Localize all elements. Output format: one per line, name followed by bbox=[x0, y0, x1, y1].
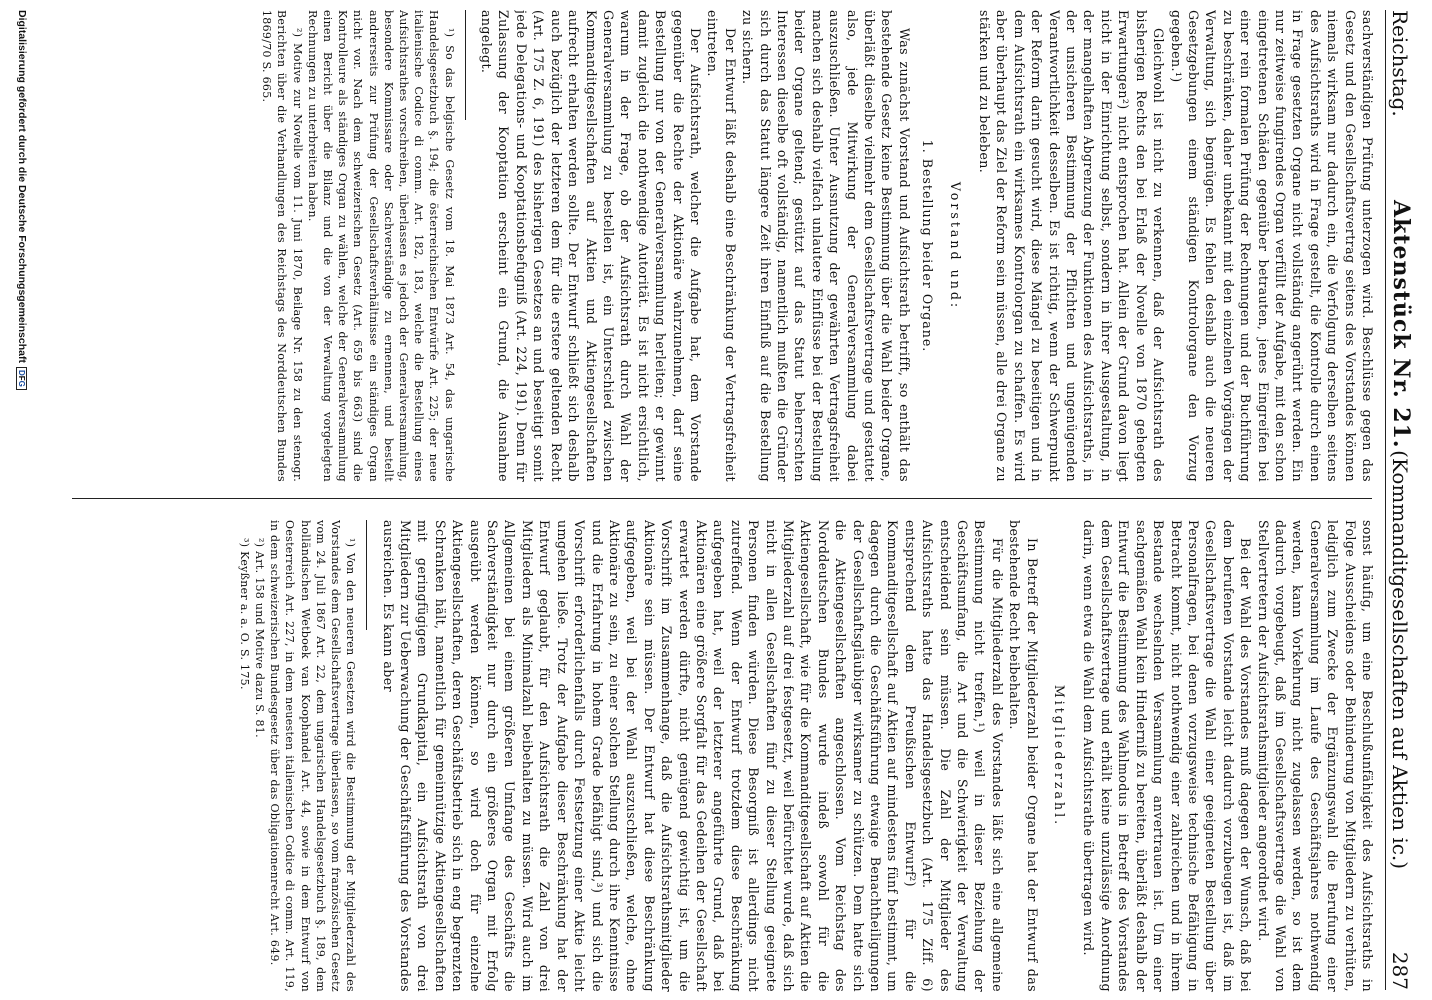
paragraph: Für die Mitgliederzahl des Vorstandes läßt sich eine allgemeine Bestimmung nicht treffen,¹) weil in dieser Beziehung der Geschäftsumfang, die Art und die Schwierigkeit der Verwaltung entscheidend sein müssen. Die Zahl der Mitglieder des Aufsichtsraths hatte das Handelsgesetzbuch (Art. 175 Ziff. 6) entsprechend dem Preußischen Entwurf²) für die Kommanditgesellschaft auf Aktien auf mindestens fünf bestimmt, um dagegen durch die Geschäftsführung etwaige Benachtheiligungen der Gesellschaftsgläubiger wirksamer zu schützen. Dem hatte sich die Aktiengesellschaften angeschlossen. Vom Reichstag des Norddeutschen Bundes wurde indeß sowohl für die Aktiengesellschaft, wie für die Kommanditgesellschaft auf Aktien die Mitgliederzahl auf drei festgesetzt, weil befürchtet wurde, daß sich nicht in allen Gesellschaften fünf zu dieser Stellung geeignete Personen finden würden. Diese Besorgniß ist allerdings nicht zutreffend. Wenn der Entwurf trotzdem diese Beschränkung aufgegeben hat, weil der letzterer angeführte Grund, daß bei Aktionären eine größere Sorgfalt für das Gedeihen der Gesellschaft erwartet werden dürfte, nicht genügend gewichtig ist, um die Vorschrift im Zusammenhange, daß die Aufsichtsrathsmitglieder Aktionäre sein müssen. Der Entwurf hat diese Beschränkung aufgegeben, weil bei der Wahl auszuschließen, welche, ohne Aktionäre zu sein, zu einer solchen Stellung durch ihre Kenntnisse und die Erfahrung in hohem Grade befähigt sind,³) und sich die Vorschrift erforderlichenfalls durch Festsetzung einer Aktie leicht umgehen ließe. Trotz der Aufgabe dieser Beschränkung hat der Entwurf geglaubt, für den Aufsichtsrath die Zahl von drei Mitgliedern als Minimalzahl beibehalten zu müssen. Wird auch im Allgemeinen bei einem größeren Umfange des Geschäfts die Sachverständigkeit nur durch ein größeres Organ mit Erfolg ausgeübt werden können, so wird doch für einzelne Aktiengesellschaften, deren Geschäftsbetrieb sich in eng begrenzten Schranken hält, namentlich für gemeinnützige Aktiengesellschaften mit geringfügigem Grundkapital, ein Aufsichtsrath von drei Mitgliedern zur Ueberwachung der Geschäftsführung des Vorstandes ausreichen. Es kann aber bbox=[380, 520, 1005, 992]
paragraph: Der Aufsichtsrath, welcher die Aufgabe hat, dem Vorstande gegenüber die Rechte der Aktionäre wahrzunehmen, darf seine Bestellung nur von der Generalversammlung herleiten; er gewinnt damit zugleich die nothwendige Autorität. Es ist nicht ersichtlich, warum in der Frage, ob der Aufsichtsrath durch Wahl der Generalversammlung zu bestellen ist, ein Unterschied zwischen Kommanditgesellschaften auf Aktien und Aktiengesellschaften aufrecht erhalten werden sollte. Der Entwurf schließt sich deshalb auch bezüglich der letzteren dem für die erstere geltenden Recht (Art. 175 Z. 6, 191) des bisherigen Gesetzes an und beseitigt somit jede Delegations- und Kooptationsbefugniß (Art. 224, 191). Denn für Zulassung der Kooptation erscheint ein Grund, die Ausnahme angelegt. bbox=[479, 10, 703, 482]
footnote: ¹) Von den neueren Gesetzen wird die Bestimmung der Mitgliederzahl des Vorstandes dem Gesellschaftsvertrage überlassen, so vom französischen Gesetz vom 24. Juli 1867 Art. 22, dem ungarischen Handelsgesetzbuch §. 189, dem holländischen Wetboek van Koophandel Art. 44, sowie in dem Entwurf von Oesterreich Art. 227, in dem neuesten italienischen Codice di comm. Art. 119, in dem schweizerischen Bundesgesetz über das Obligationenrecht Art. 649. bbox=[268, 520, 358, 992]
paragraph: Bei der Wahl des Vorstandes muß dagegen der Wunsch, daß bei dem berufenen Vorstande leicht dadurch vorzubeugen ist, daß im Gesellschaftsvertrage die Wahl einer geeigneten Bestellung über Personalfragen, bei denen vorzugsweise technische Befähigung in Betracht kommt, nicht nothwendig einer zahlreichen und in ihrem Bestande wechselnden Versammlung anvertrauen ist. Um einer sachgemäßen Wahl kein Hinderniß zu bereiten, überläßt deshalb der Entwurf die Bestimmung des Wahlmodus in Betreff des Vorstandes dem Gesellschaftsvertrage und erhält keine unzulässige Anordnung darin, wenn etwa die Wahl dem Aufsichtsrathe übertragen wird. bbox=[1081, 520, 1254, 992]
page-header bbox=[1385, 10, 1416, 990]
paragraph: Gleichwohl ist nicht zu verkennen, daß der Aufsichtsrath des bisherigen Rechts den bei Erlaß der Novelle von 1870 gehegten Erwartungen²) nicht entsprochen hat. Allein der Grund davon liegt nicht in der Einrichtung selbst, sondern in ihrer Ausgestaltung, in der mangelhaften Abgrenzung der Funktionen des Aufsichtsraths, in der unsicheren Bestimmung der Pflichten und ungenügenden Verantwortlichkeit desselben. Es ist richtig, wenn der Schwerpunkt der Reform darin gesucht wird, diese Mängel zu beseitigen und in dem Aufsichtsrath ein wirksames Kontrolorgan zu schaffen. Es wird aber überhaupt das Ziel der Reform sein müssen, alle drei Organe zu stärken und zu beleben. bbox=[977, 10, 1167, 482]
header-right-title: (Kommanditgesellschaften auf Aktien ic.) bbox=[1388, 450, 1412, 870]
subsection-heading: 1. Bestellung beider Organe. bbox=[920, 139, 936, 353]
header-right bbox=[1388, 450, 1412, 990]
column-divider bbox=[72, 498, 1372, 499]
footnote: ²) Art. 158 und Motive dazu S. 81. bbox=[253, 538, 267, 738]
paragraph: In Betreff der Mitgliederzahl beider Organe hat der Entwurf das bestehende Recht beibehalten. bbox=[1007, 520, 1040, 992]
digitization-credit bbox=[16, 10, 28, 390]
left-column bbox=[40, 10, 1376, 482]
page-number: 287 bbox=[1388, 951, 1412, 990]
dfg-logo: D F G bbox=[17, 367, 28, 390]
paragraph: sonst häufig, um eine Beschlußunfähigkeit des Aufsichtsraths in Folge Ausscheidens oder Behinderung von Mitgliedern zu verhüten, lediglich zum Zwecke der Ergänzungswahl die Berufung einer Generalversammlung im Laufe des Geschäftsjahres nothwendig werden, kann Vorkehrung nicht zugelassen werden, so ist dem dadurch vorgebeugt, daß im Gesellschaftsvertrage die Wahl von Stellvertretern der Aufsichtsrathsmitglieder angeordnet wird. bbox=[1255, 520, 1375, 992]
credit-text: Digitalisierung gefördert durch die Deutsche Forschungsgemeinschaft bbox=[16, 10, 28, 363]
footnote-rule bbox=[465, 10, 466, 120]
section-heading: Vorstand und: bbox=[947, 181, 963, 311]
header-center: Aktenstück Nr. 21. bbox=[1388, 200, 1414, 449]
footnote: ³) Keyßner a. a. O. S. 175. bbox=[237, 538, 251, 690]
header-left: Reichstag. bbox=[1388, 10, 1412, 117]
footnote: ²) Motive zur Novelle vom 11. Juni 1870, Beilage Nr. 158 zu den stenogr. Berichten über die Verhandlungen des Reichstags des Norddeutschen Bundes 1869/70 S. 665. bbox=[260, 10, 304, 482]
paragraph: Der Entwurf läßt deshalb eine Beschränkung der Vertragsfreiheit eintreten. bbox=[705, 10, 738, 482]
right-column bbox=[40, 520, 1376, 992]
footnote-rule bbox=[366, 520, 367, 630]
section-heading: Mitgliederzahl. bbox=[1052, 684, 1068, 828]
footnote: ¹) So das belgische Gesetz vom 18. Mai 1873 Art. 54, das ungarische Handelsgesetzbuch §. 194; die österreichischen Entwürfe Art. 225; der neue italienische Codice di comm. Art. 182, 183, welche die Bestellung eines Aufsichtsrathes vorschreiben, überlassen es jedoch der Generalversammlung, besondere Kommissare oder Sachverständige zu ernennen, und bestellt andrerseits zur Prüfung der Gesellschaftsverhältnisse ein ständiges Organ nicht vor. Nach dem schweizerischen Gesetz (Art. 659 bis 663) sind die Kontrolleure als ständiges Organ zu wählen, welche der Generalversammlung einen Bericht über die Bilanz und die von der Verwaltung vorgelegten Rechnungen zu unterbreiten haben. bbox=[305, 10, 456, 482]
paragraph: sachverständigen Prüfung unterzogen wird. Beschlüsse gegen das Gesetz und den Gesellschaftsvertrag seitens des Vorstandes können niemals wirksam nur dadurch ein, die Verfolgung derselben seitens des Aufsichtsraths wird in Frage gestellt, die Kontrolle durch einen in Frage gesetzten Organe nicht vollständig angerührt werden. Ein nur zeitweise fungirendes Organ verfüllt der Aufgabe, mit den schon eingetretenen Schäden gegenüber betrauten, jenes Eingreifen bei einer rein formalen Prüfung der Rechnungen und der Buchführung zu beschränken, daher unbekannt mit den einzelnen Vorgängen der Verwaltung, sich begnügen. Es fehlen deshalb auch die neueren Gesetzgebungen einem ständigen Kontrolorgane den Vorzug gegeben.¹) bbox=[1168, 10, 1375, 482]
paragraph: Was zunächst Vorstand und Aufsichtsrath betrifft, so enthält das bestehende Gesetz keine Bestimmung über die Wahl beider Organe, überläßt dieselbe vielmehr dem Gesellschaftsvertrage und gestattet also, jede Mitwirkung der Generalversammlung dabei auszuschließen. Unter Ausnutzung der gewährten Vertragsfreiheit machen sich deshalb vielfach unlautere Einflüsse bei der Bestellung beider Organe geltend; gestützt auf das Statut beherrschten Interessen dieselbe oft vollständig, namentlich mußten die Gründer sich durch das Statut längere Zeit ihren Einfluß auf die Bestellung zu sichern. bbox=[740, 10, 912, 482]
